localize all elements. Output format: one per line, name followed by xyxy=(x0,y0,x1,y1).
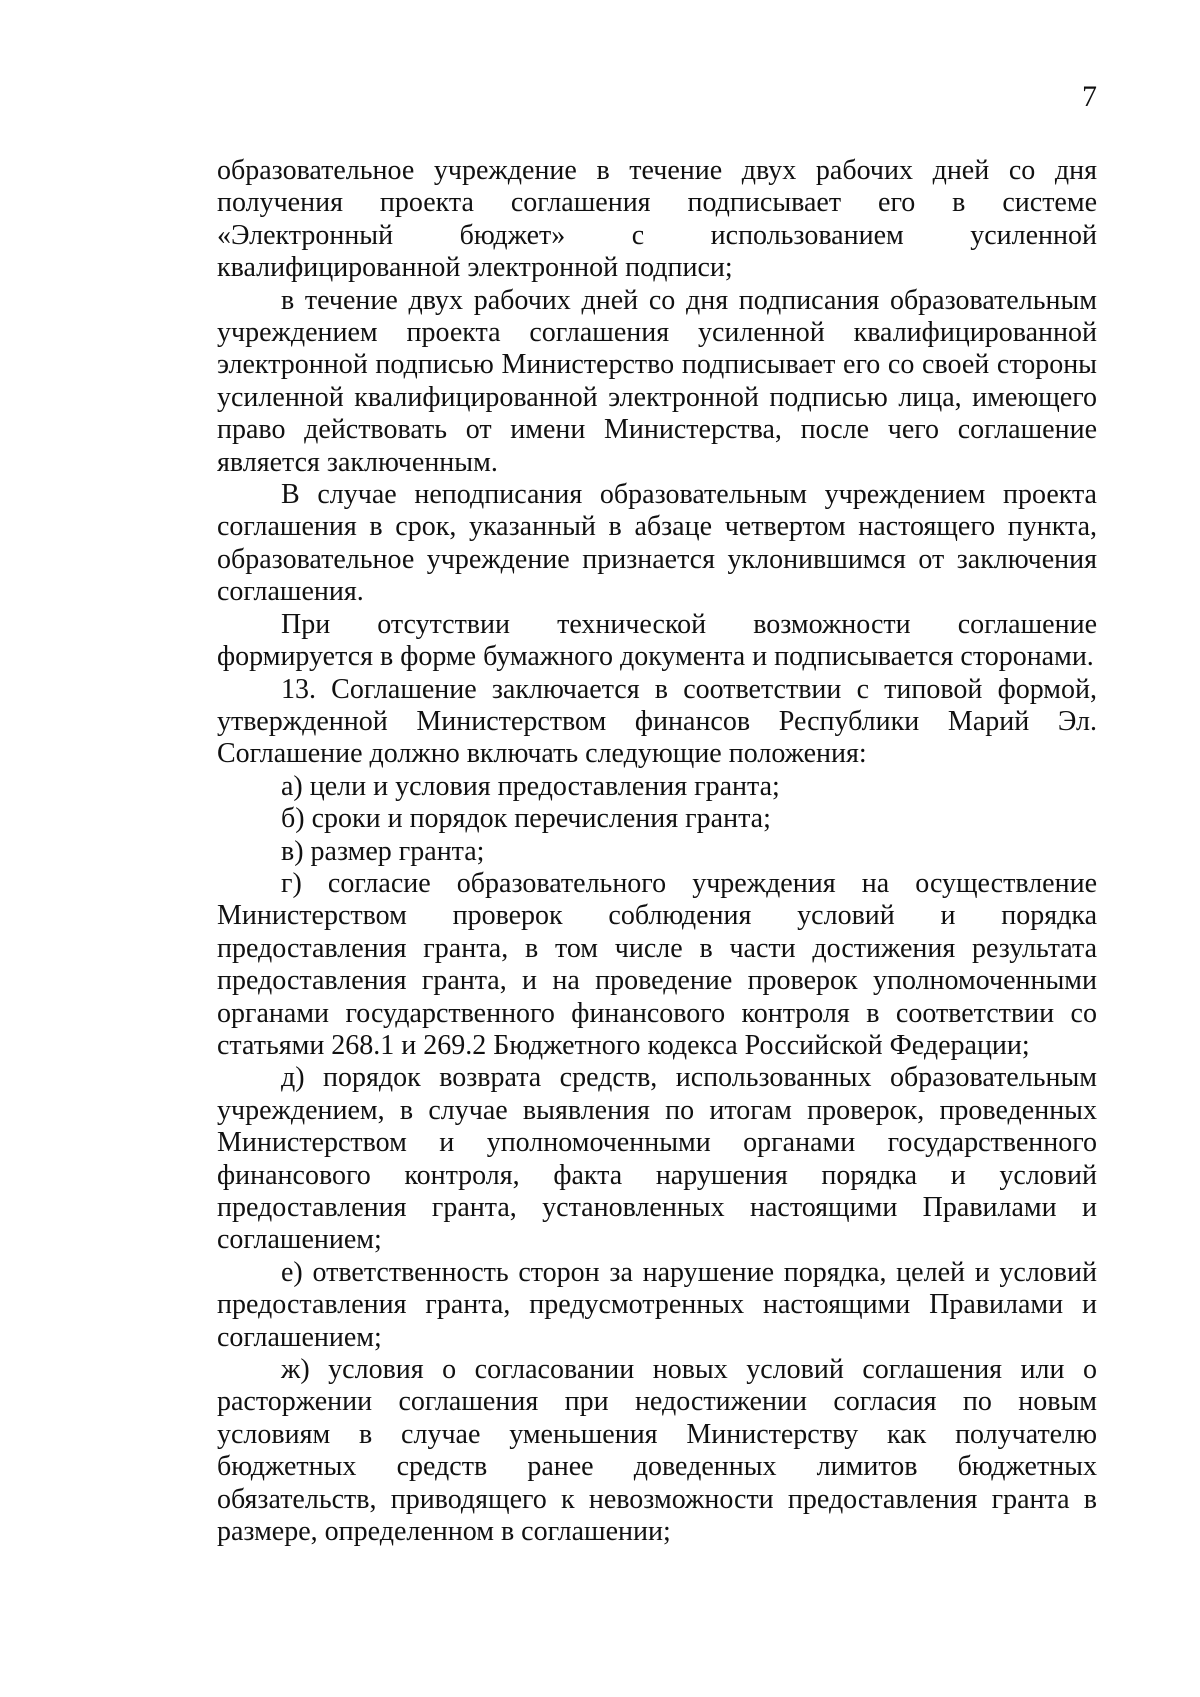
paragraph-continuation: образовательное учреждение в течение двух рабочих дней со дня получения проекта соглашения подписывает его в системе «Электронный бюджет» с использованием усиленной квалифицированной электронной подписи; xyxy=(217,155,1097,284)
list-item-d: д) порядок возврата средств, использованных образовательным учреждением, в случае выявления по итогам проверок, проведенных Министерством и уполномоченными органами государственного финансового контроля, факта нарушения порядка и условий предоставления гранта, установленных настоящими Правилами и соглашением; xyxy=(217,1062,1097,1256)
list-item-zh: ж) условия о согласовании новых условий соглашения или о расторжении соглашения при недостижении согласия по новым условиям в случае уменьшения Министерству как получателю бюджетных средств ранее доведенных лимитов бюджетных обязательств, приводящего к невозможности предоставления гранта в размере, определенном в соглашении; xyxy=(217,1354,1097,1548)
page-number: 7 xyxy=(1082,80,1097,113)
list-item-a: а) цели и условия предоставления гранта; xyxy=(281,770,780,802)
paragraph-item-13: 13. Соглашение заключается в соответствии с типовой формой, утвержденной Министерством финансов Республики Марий Эл. Соглашение должно включать следующие положения: xyxy=(217,673,1097,770)
paragraph: в течение двух рабочих дней со дня подписания образовательным учреждением проекта соглашения усиленной квалифицированной электронной подписью Министерство подписывает его со своей стороны усиленной квалифицированной электронной подписью лица, имеющего право действовать от имени Министерства, после чего соглашение является заключенным. xyxy=(217,284,1097,478)
list-item-g: г) согласие образовательного учреждения на осуществление Министерством проверок соблюдения условий и порядка предоставления гранта, в том числе в части достижения результата предоставления гранта, и на проведение проверок уполномоченными органами государственного финансового контроля в соответствии со статьями 268.1 и 269.2 Бюджетного кодекса Российской Федерации; xyxy=(217,867,1097,1061)
paragraph: В случае неподписания образовательным учреждением проекта соглашения в срок, указанный в абзаце четвертом настоящего пункта, образовательное учреждение признается уклонившимся от заключения соглашения. xyxy=(217,479,1097,608)
list-item-e: е) ответственность сторон за нарушение порядка, целей и условий предоставления гранта, предусмотренных настоящими Правилами и соглашением; xyxy=(217,1256,1097,1353)
document-body xyxy=(217,155,1097,1548)
list-item-b: б) сроки и порядок перечисления гранта; xyxy=(281,803,771,835)
list-item-v: в) размер гранта; xyxy=(281,835,485,867)
paragraph: При отсутствии технической возможности соглашение формируется в форме бумажного документа и подписывается сторонами. xyxy=(217,608,1097,673)
